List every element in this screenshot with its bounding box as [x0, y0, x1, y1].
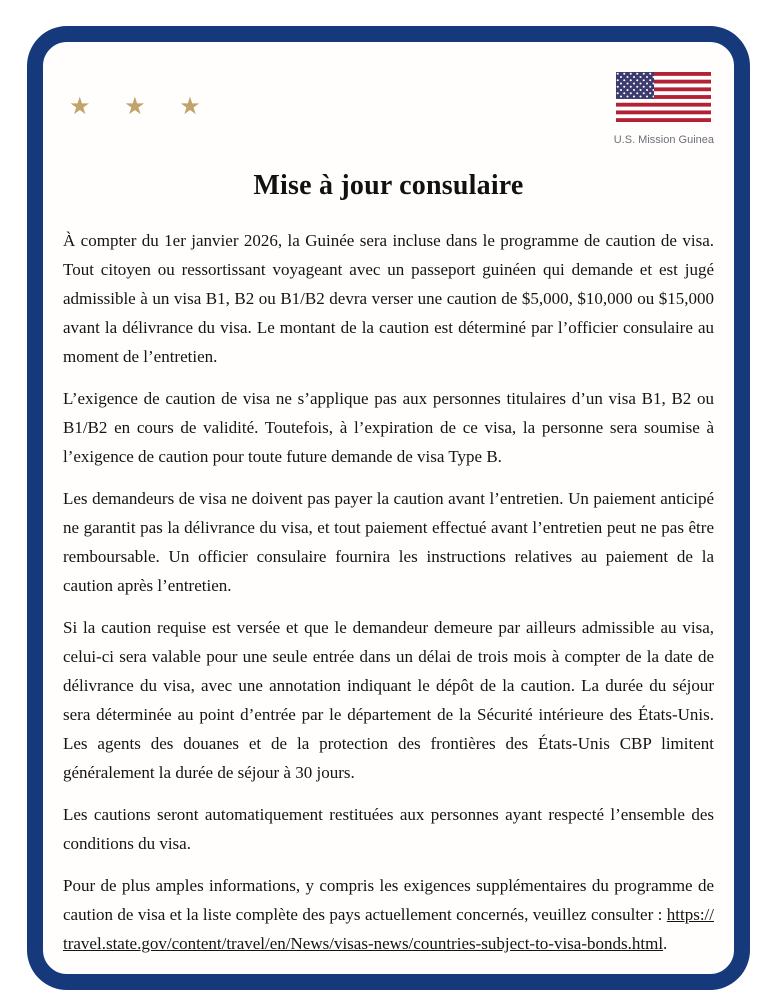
paragraph-more-info — [63, 871, 714, 958]
document-header — [61, 64, 716, 168]
document-body — [61, 226, 716, 958]
paragraph-refund: Les cautions seront automatiquement restituées aux personnes ayant respecté l’ensemble des conditions du visa. — [63, 805, 714, 853]
more-info-text: Pour de plus amples informations, y compris les exigences supplémentaires du programme de caution de visa et la liste complète des pays actuellement concernés, veuillez consulter : — [63, 876, 714, 924]
sentence-period: . — [663, 934, 668, 953]
paragraph-payment-timing: Les demandeurs de visa ne doivent pas payer la caution avant l’entretien. Un paiement anticipé ne garantit pas la délivrance du visa, et tout paiement effectué avant l’entretien peut ne pas être remboursable. Un officier consulaire fournira les instructions relatives au paiement de la caution après l’entretien. — [63, 489, 714, 595]
paragraph-exemption: L’exigence de caution de visa ne s’applique pas aux personnes titulaires d’un visa B1, B2 ou B1/B2 en cours de validité. Toutefois, à l’expiration de ce visa, la personne sera soumise à l’exigence de caution pour toute future demande de visa Type B. — [63, 389, 714, 466]
three-stars-decoration: ★ ★ ★ — [69, 92, 214, 120]
document-frame — [27, 26, 750, 990]
page-title: Mise à jour consulaire — [253, 170, 524, 201]
mission-branding — [614, 72, 714, 146]
visa-bonds-link[interactable]: https://travel.state.gov/content/travel/en/News/visas-news/countries-subject-to-visa-bonds.html — [63, 905, 714, 953]
paragraph-visa-validity: Si la caution requise est versée et que le demandeur demeure par ailleurs admissible au visa, celui-ci sera valable pour une seule entrée dans un délai de trois mois à compter de la date de délivrance du visa, avec une annotation indiquant le dépôt de la caution. La durée du séjour sera déterminée au point d’entrée par le département de la Sécurité intérieure des États-Unis. Les agents des douanes et de la protection des frontières des États-Unis CBP limitent généralement la durée de séjour à 30 jours. — [63, 618, 714, 782]
paragraph-effective-date: À compter du 1er janvier 2026, la Guinée sera incluse dans le programme de caution de visa. Tout citoyen ou ressortissant voyageant avec un passeport guinéen qui demande et est jugé admissible à un visa B1, B2 ou B1/B2 devra verser une caution de $5,000, $10,000 ou $15,000 avant la délivrance du visa. Le montant de la caution est déterminé par l’officier consulaire au moment de l’entretien. — [63, 231, 714, 366]
us-flag-icon — [616, 72, 711, 127]
mission-caption: U.S. Mission Guinea — [613, 134, 714, 146]
